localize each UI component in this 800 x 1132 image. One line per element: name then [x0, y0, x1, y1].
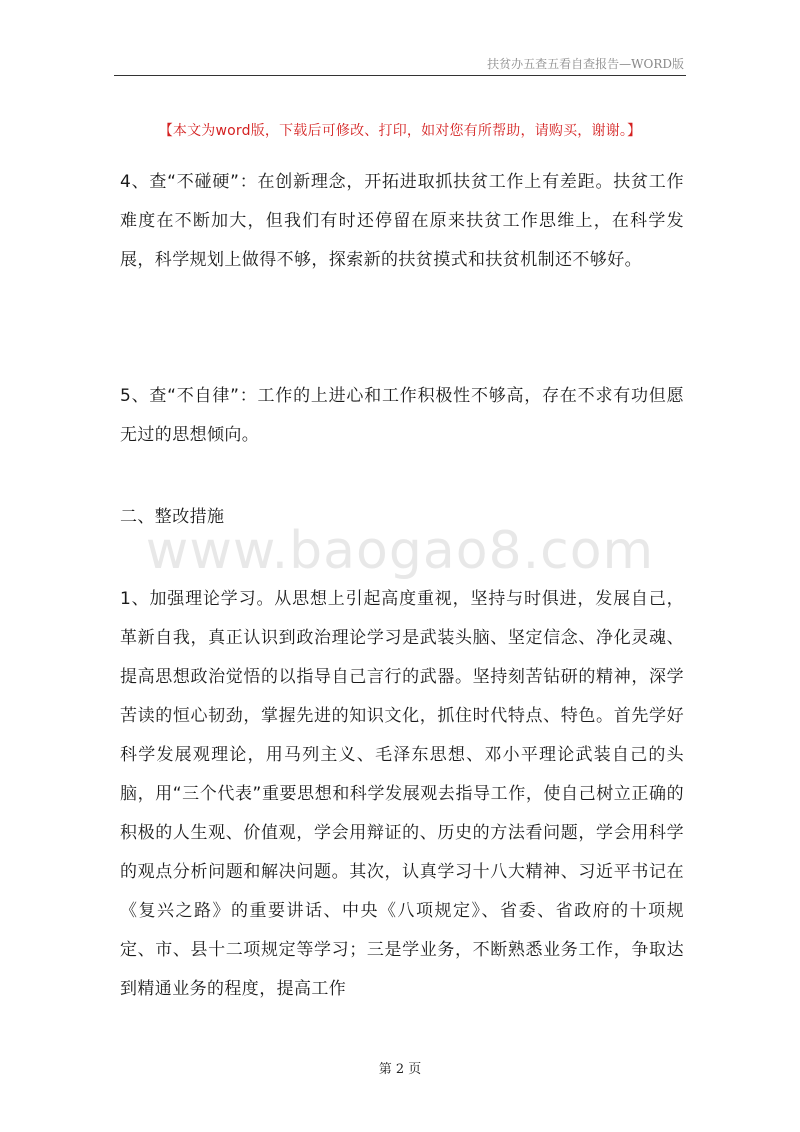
download-notice: 【本文为word版，下载后可修改、打印，如对您有所帮助，请购买，谢谢。】	[158, 123, 642, 139]
header-divider	[114, 75, 686, 76]
paragraph-measure-1: 1、加强理论学习。从思想上引起高度重视，坚持与时俱进，发展自己，革新自我，真正认识到政治理论学习是武装头脑、坚定信念、净化灵魂、提高思想政治觉悟的以指导自己言行的武器。坚持刻苦钻研的精神，深学苦读的恒心韧劲，掌握先进的知识文化，抓住时代特点、特色。首先学好科学发展观理论，用马列主义、毛泽东思想、邓小平理论武装自己的头脑，用“三个代表”重要思想和科学发展观去指导工作，使自己树立正确的积极的人生观、价值观，学会用辩证的、历史的方法看问题，学会用科学的观点分析问题和解决问题。其次，认真学习十八大精神、习近平书记在《复兴之路》的重要讲话、中央《八项规定》、省委、省政府的十项规定、市、县十二项规定等学习；三是学业务，不断熟悉业务工作，争取达到精通业务的程度，提高工作	[120, 589, 684, 999]
paragraph-check-5: 5、查“不自律”：工作的上进心和工作积极性不够高，存在不求有功但愿无过的思想倾向。	[120, 386, 684, 445]
paragraph-check-4: 4、查“不碰硬”：在创新理念，开拓进取抓扶贫工作上有差距。扶贫工作难度在不断加大，但我们有时还停留在原来扶贫工作思维上，在科学发展，科学规划上做得不够，探索新的扶贫摸式和扶贫机制还不够好。	[120, 172, 684, 270]
document-header-title: 扶贫办五查五看自查报告—WORD版	[487, 57, 684, 71]
section-heading-rectification: 二、整改措施	[120, 507, 225, 527]
site-watermark: www.baogao8.com	[145, 521, 655, 581]
page-number: 第 2 页	[378, 1062, 422, 1077]
